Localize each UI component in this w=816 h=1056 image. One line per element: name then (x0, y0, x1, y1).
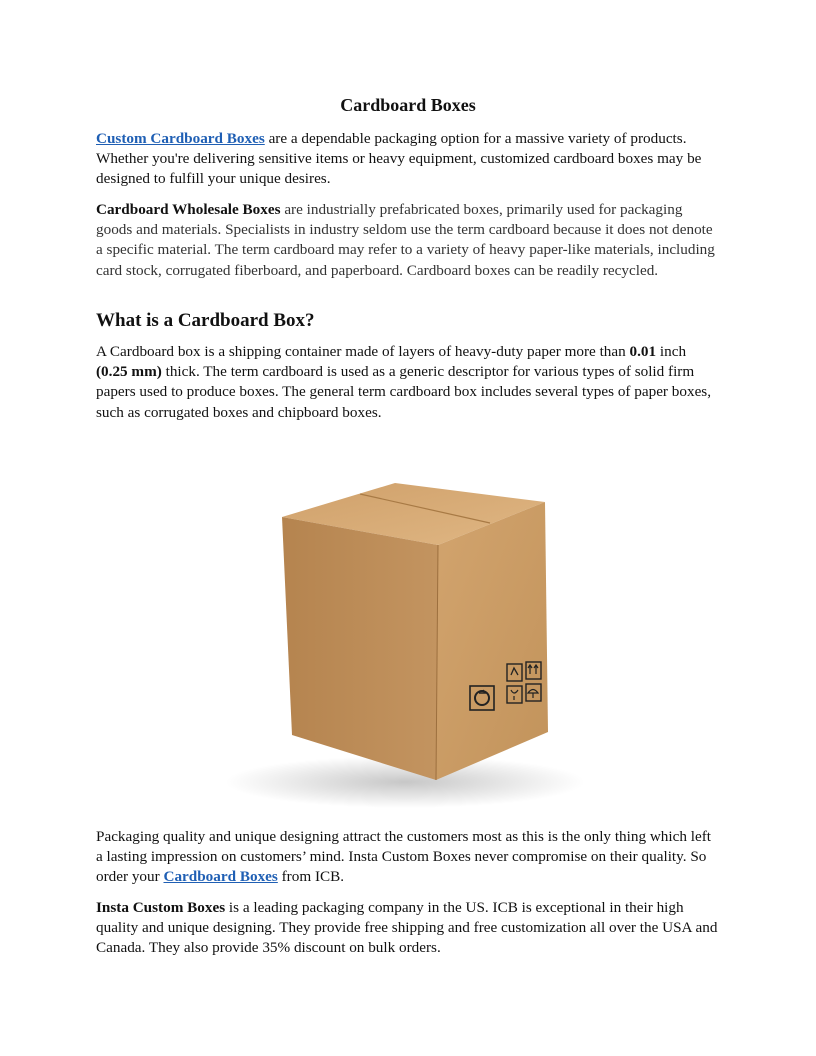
cardboard-boxes-link[interactable]: Cardboard Boxes (163, 868, 278, 886)
definition-paragraph (96, 342, 720, 423)
intro-paragraph (96, 129, 720, 190)
page-title: Cardboard Boxes (340, 95, 476, 115)
quality-paragraph (96, 827, 720, 888)
quality-text-2: from ICB. (277, 868, 345, 886)
definition-text-3: thick. The term cardboard is used as a generic descriptor for various types of solid firm papers used to produce boxes. The general term cardboard box includes several types of paper boxes, such as corrugated boxes and chipboard boxes. (96, 363, 712, 421)
wholesale-bold-term: Cardboard Wholesale Boxes (96, 201, 281, 218)
definition-text-2: inch (656, 343, 687, 360)
thickness-mm: (0.25 mm) (96, 363, 162, 381)
intro-text: are a dependable packaging option for a massive variety of products. Whether you're delivering sensitive items or heavy equipment, customized cardboard boxes may be designed to fulfill your unique desires. (96, 130, 702, 188)
company-paragraph (96, 898, 720, 959)
thickness-inch: 0.01 (629, 343, 657, 360)
wholesale-paragraph (96, 200, 720, 281)
company-name: Insta Custom Boxes (96, 899, 226, 916)
wholesale-text: are industrially prefabricated boxes, primarily used for packaging goods and materials. Specialists in industry seldom use the term cardboard because it does not denote a specific material. The term cardboard may refer to a variety of heavy paper-like materials, including card stock, corrugated fiberboard, and paperboard. Cardboard boxes can be readily recycled. (96, 201, 715, 279)
company-text: is a leading packaging company in the US. ICB is exceptional in their high quality and unique designing. They provide free shipping and free customization all over the USA and Canada. They also provide 35% discount on bulk orders. (96, 899, 718, 957)
section-heading: What is a Cardboard Box? (96, 310, 315, 331)
box-left-face (282, 517, 438, 780)
definition-text-1: A Cardboard box is a shipping container made of layers of heavy-duty paper more than (96, 343, 630, 360)
custom-cardboard-boxes-link[interactable]: Custom Cardboard Boxes (96, 130, 265, 147)
cardboard-box-image (200, 450, 600, 812)
box-right-face (436, 502, 548, 780)
quality-text-1: Packaging quality and unique designing attract the customers most as this is the only thing which left a lasting impression on customers’ mind. Insta Custom Boxes never compromise on their quality. So order your (96, 828, 711, 886)
